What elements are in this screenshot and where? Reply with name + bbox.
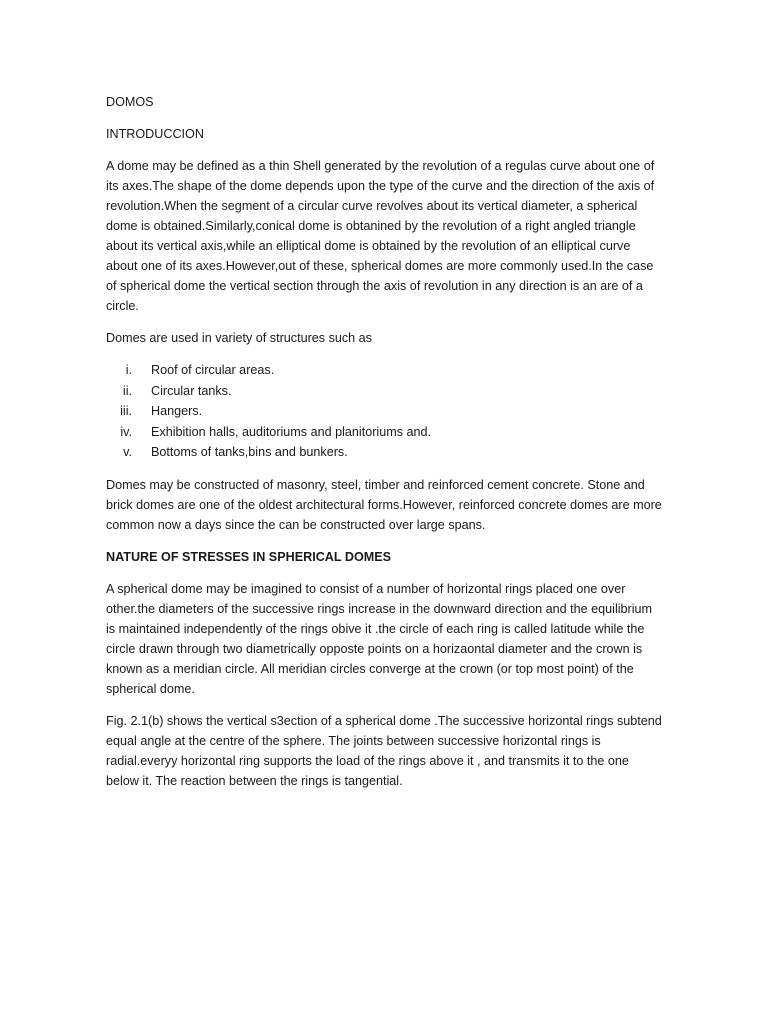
list-item <box>106 442 662 463</box>
list-item <box>106 381 662 402</box>
stresses-paragraph: A spherical dome may be imagined to consist of a number of horizontal rings placed one over other.the diameters of the successive rings increase in the downward direction and the equilibrium is maintained independently of the rings obive it .the circle of each ring is called latitude while the circle drawn through two diametrically opposte points on a horizaontal diameter and the crown is known as a meridian circle. All meridian circles converge at the crown (or top most point) of the spherical dome. <box>106 581 653 696</box>
list-item-text: Bottoms of tanks,bins and bunkers. <box>151 445 348 459</box>
uses-intro-paragraph: Domes are used in variety of structures such as <box>106 331 372 345</box>
document-page <box>106 92 662 803</box>
list-item-text: Hangers. <box>151 404 203 418</box>
list-item <box>106 360 662 381</box>
list-item-number: v. <box>123 445 132 459</box>
document-title: DOMOS <box>106 95 154 109</box>
list-item-number: iv. <box>120 424 132 439</box>
list-item-number: iii. <box>120 404 132 418</box>
list-item <box>106 401 662 422</box>
list-item-number: i. <box>125 363 132 377</box>
list-item-text: Exhibition halls, auditoriums and planitoriums and. <box>151 424 432 439</box>
list-item <box>106 422 662 443</box>
intro-paragraph: A dome may be defined as a thin Shell generated by the revolution of a regulas curve about one of its axes.The shape of the dome depends upon the type of the curve and the direction of the axis of revolution.When the segment of a circular curve revolves about its vertical diameter, a spherical dome is obtained.Similarly,conical dome is obtanined by the revolution of a right angled triangle about its vertical axis,while an elliptical dome is obtained by the revolution of an elliptical curve about one of its axes.However,out of these, spherical domes are more commonly used.In the case of spherical dome the vertical section through the axis of revolution in any direction is an are of a circle. <box>106 159 655 313</box>
list-item-text: Roof of circular areas. <box>151 363 275 377</box>
list-item-number: ii. <box>122 383 132 398</box>
section-heading-introduccion: INTRODUCCION <box>106 127 204 141</box>
figure-paragraph: Fig. 2.1(b) shows the vertical s3ection of a spherical dome .The successive horizontal rings subtend equal angle at the centre of the sphere. The joints between successive horizontal rings is radial.everyy horizontal ring supports the load of the rings above it , and transmits it to the one below it. The reaction between the rings is tangential. <box>106 713 662 788</box>
section-heading-nature-of-stresses: NATURE OF STRESSES IN SPHERICAL DOMES <box>106 549 392 564</box>
list-item-text: Circular tanks. <box>151 383 232 398</box>
materials-paragraph: Domes may be constructed of masonry, steel, timber and reinforced cement concrete. Stone and brick domes are one of the oldest architectural forms.However, reinforced concrete domes are more common now a days since the can be constructed over large spans. <box>106 477 662 532</box>
uses-list <box>106 360 662 463</box>
